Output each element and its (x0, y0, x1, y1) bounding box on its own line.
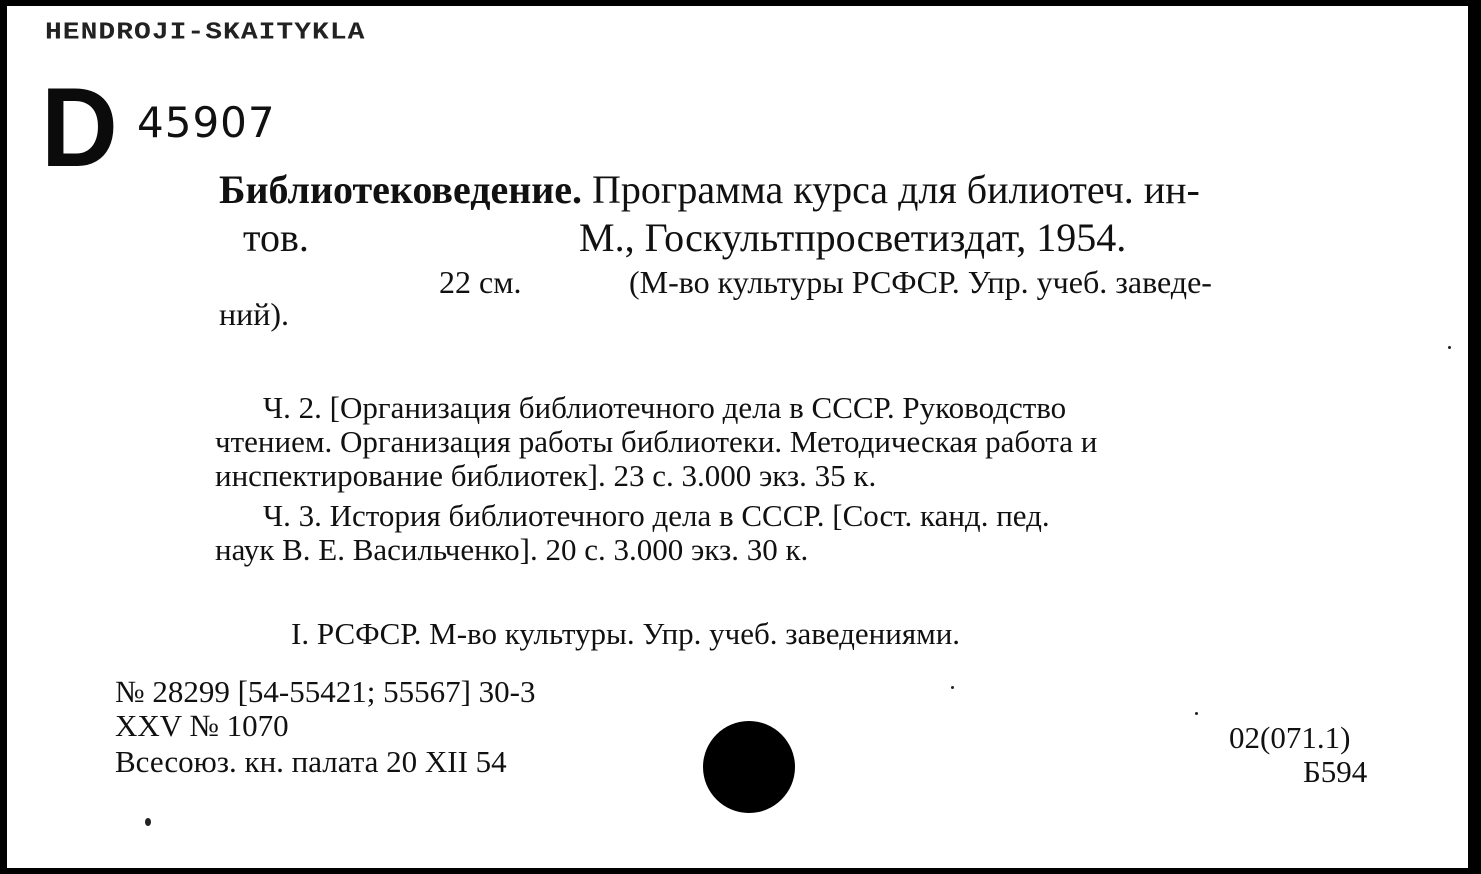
classification-code: 02(071.1) (1229, 720, 1351, 755)
title-text: Программа курса для билиотеч. ин- (592, 167, 1200, 212)
ink-speck (1448, 346, 1451, 349)
ink-speck (951, 686, 954, 689)
handwritten-accession-number: 45907 (137, 98, 276, 147)
series-note: (М-во культуры РСФСР. Упр. учеб. заведе- (629, 264, 1212, 300)
imprint: М., Госкультпросветиздат, 1954. (579, 215, 1127, 260)
issuing-chamber: Всесоюз. кн. палата 20 XII 54 (115, 744, 507, 779)
registry-number: XXV № 1070 (115, 708, 289, 743)
part2-line3: инспектирование библиотек]. 23 с. 3.000 экз. 35 к. (215, 458, 877, 493)
part2-line1: Ч. 2. [Организация библиотечного дела в СССР. Руководство (263, 390, 1067, 425)
ink-speck (145, 818, 151, 826)
author-mark: Б594 (1303, 754, 1368, 789)
card-number: № 28299 [54-55421; 55567] 30-3 (115, 674, 536, 709)
part2-line2: чтением. Организация работы библиотеки. Методическая работа и (215, 424, 1098, 459)
catalog-card (7, 6, 1468, 868)
classification-letter: D (41, 65, 118, 190)
physical-size: 22 см. (439, 264, 522, 300)
title-heading: Библиотековедение. (219, 167, 583, 212)
punch-hole (703, 721, 795, 813)
ink-speck (1195, 712, 1198, 715)
library-stamp: HENDROJI-SKAITYKLA (45, 20, 366, 47)
part3-line2: наук В. Е. Васильченко]. 20 с. 3.000 экз. 30 к. (215, 532, 809, 567)
title-line (219, 166, 1200, 213)
subject-heading: I. РСФСР. М-во культуры. Упр. учеб. заведениями. (291, 616, 961, 651)
part3-line1: Ч. 3. История библиотечного дела в СССР. [Сост. канд. пед. (263, 498, 1050, 533)
title-continuation: тов. (243, 215, 309, 260)
series-note-end: ний). (219, 296, 290, 332)
